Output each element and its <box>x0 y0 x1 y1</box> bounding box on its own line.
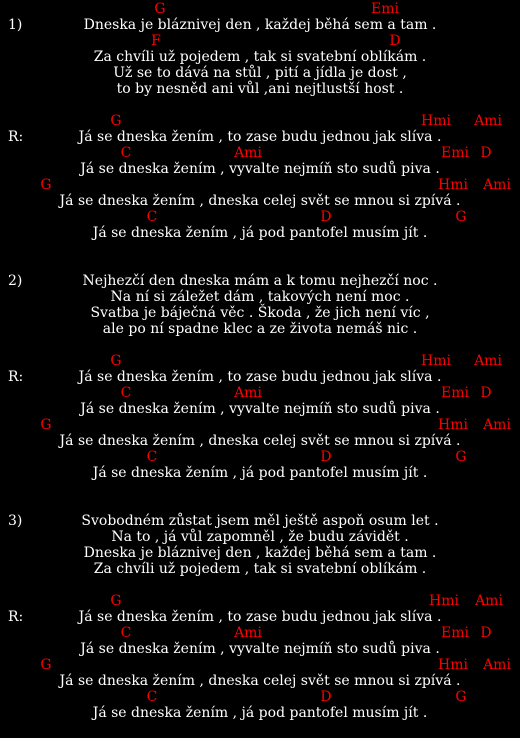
lyric-line <box>0 401 520 417</box>
chord-line <box>0 593 520 609</box>
blank-line <box>0 577 520 593</box>
chord: Ami <box>234 625 262 641</box>
lyric-line <box>0 641 520 657</box>
lyric-line <box>0 81 520 97</box>
chord: D <box>480 145 492 161</box>
lyric-line <box>0 433 520 449</box>
chord: D <box>480 625 492 641</box>
lyric-text: Já se dneska žením , dneska celej svět se mnou si zpívá . <box>59 673 461 689</box>
lyric-line <box>0 673 520 689</box>
chord: Hmi <box>429 593 459 609</box>
section-marker: 3) <box>8 513 23 529</box>
chord: D <box>320 449 332 465</box>
lyric-line <box>0 193 520 209</box>
lyric-text: Já se dneska žením , já pod pantofel musím jít . <box>92 225 428 241</box>
chord-line <box>0 385 520 401</box>
chord: G <box>40 177 52 193</box>
lyric-text: Já se dneska žením , vyvalte nejmíň sto sudů piva . <box>80 161 440 177</box>
chord: G <box>154 1 166 17</box>
blank-line <box>0 257 520 273</box>
lyric-text: Já se dneska žením , to zase budu jednou jak slíva . <box>78 609 442 625</box>
chord: Ami <box>483 417 511 433</box>
lyric-text: Na to , já vůl zapomněl , že budu závidět . <box>111 529 409 545</box>
chord: D <box>389 33 401 49</box>
lyric-text: Já se dneska žením , vyvalte nejmíň sto sudů piva . <box>80 641 440 657</box>
lyric-line <box>0 609 520 625</box>
chord: G <box>40 417 52 433</box>
lyric-text: Za chvíli už pojedem , tak si svatební oblíkám . <box>93 49 427 65</box>
chord: Ami <box>483 177 511 193</box>
chord-line <box>0 353 520 369</box>
blank-line <box>0 97 520 113</box>
lyric-text: Na ní si záležet dám , takových není moc . <box>110 289 410 305</box>
chord: Ami <box>483 657 511 673</box>
chord: Ami <box>474 113 502 129</box>
chord-line <box>0 689 520 705</box>
blank-line <box>0 497 520 513</box>
chord-line <box>0 145 520 161</box>
chord-line <box>0 33 520 49</box>
lyric-text: Dneska je bláznivej den , každej běhá sem a tam . <box>83 17 437 33</box>
lyric-text: Dneska je bláznivej den , každej běhá sem a tam . <box>83 545 437 561</box>
lyric-text: Už se to dává na stůl , pití a jídla je dost , <box>113 65 407 81</box>
chord: G <box>110 593 122 609</box>
chord: Hmi <box>421 113 451 129</box>
section-marker: R: <box>8 129 24 145</box>
lyric-text: Já se dneska žením , to zase budu jednou jak slíva . <box>78 129 442 145</box>
chord: Hmi <box>438 177 468 193</box>
lyric-text: Nejhezčí den dneska mám a k tomu nejhezčí noc . <box>82 273 438 289</box>
chord: Hmi <box>438 417 468 433</box>
chord: G <box>455 689 467 705</box>
section-marker: 2) <box>8 273 23 289</box>
lyric-text: Já se dneska žením , dneska celej svět se mnou si zpívá . <box>59 193 461 209</box>
chord-line <box>0 113 520 129</box>
chord: C <box>146 449 158 465</box>
lyric-line <box>0 513 520 529</box>
blank-line <box>0 481 520 497</box>
chord-line <box>0 449 520 465</box>
lyric-line <box>0 321 520 337</box>
lyric-line <box>0 561 520 577</box>
chord-line <box>0 177 520 193</box>
lyric-text: Já se dneska žením , to zase budu jednou jak slíva . <box>78 369 442 385</box>
lyric-text: Svobodném zůstat jsem měl ještě aspoň osum let . <box>81 513 439 529</box>
lyric-text: Já se dneska žením , já pod pantofel musím jít . <box>92 705 428 721</box>
lyric-line <box>0 49 520 65</box>
chord: Emi <box>371 1 399 17</box>
chord-line <box>0 657 520 673</box>
chord: G <box>40 657 52 673</box>
lyric-text: ale po ní spadne klec a ze života nemáš nic . <box>102 321 418 337</box>
chord: Ami <box>474 353 502 369</box>
lyric-line <box>0 705 520 721</box>
section-marker: R: <box>8 609 24 625</box>
chord: Hmi <box>438 657 468 673</box>
chord: D <box>320 689 332 705</box>
chord: Emi <box>441 385 469 401</box>
chord-line <box>0 209 520 225</box>
lyric-line <box>0 369 520 385</box>
lyric-line <box>0 129 520 145</box>
blank-line <box>0 337 520 353</box>
lyric-line <box>0 273 520 289</box>
lyric-text: Já se dneska žením , já pod pantofel musím jít . <box>92 465 428 481</box>
chord: Ami <box>234 385 262 401</box>
chord: Ami <box>234 145 262 161</box>
lyric-line <box>0 225 520 241</box>
chord: Ami <box>475 593 503 609</box>
chord-line <box>0 1 520 17</box>
chord: Hmi <box>421 353 451 369</box>
chord: D <box>320 209 332 225</box>
lyric-line <box>0 305 520 321</box>
chord: Emi <box>441 145 469 161</box>
chord-line <box>0 625 520 641</box>
lyric-line <box>0 17 520 33</box>
lyric-line <box>0 65 520 81</box>
chord: Emi <box>441 625 469 641</box>
section-marker: 1) <box>8 17 23 33</box>
chord: F <box>151 33 161 49</box>
lyric-line <box>0 465 520 481</box>
chord: C <box>146 689 158 705</box>
lyric-line <box>0 161 520 177</box>
chord: G <box>455 209 467 225</box>
lyric-line <box>0 289 520 305</box>
chord: C <box>146 209 158 225</box>
chord: C <box>120 625 132 641</box>
chord: G <box>110 353 122 369</box>
chord: G <box>455 449 467 465</box>
blank-line <box>0 241 520 257</box>
lyric-line <box>0 545 520 561</box>
chord: C <box>120 145 132 161</box>
chord: C <box>120 385 132 401</box>
lyric-line <box>0 529 520 545</box>
lyric-text: to by nesněd ani vůl ,ani nejtlustší host . <box>116 81 404 97</box>
chord: D <box>480 385 492 401</box>
lyric-text: Svatba je báječná věc . Škoda , že jich není víc , <box>90 305 430 321</box>
chord: G <box>110 113 122 129</box>
lyric-text: Já se dneska žením , vyvalte nejmíň sto sudů piva . <box>80 401 440 417</box>
chord-line <box>0 417 520 433</box>
section-marker: R: <box>8 369 24 385</box>
lyric-text: Za chvíli už pojedem , tak si svatební oblíkám . <box>93 561 427 577</box>
lyric-text: Já se dneska žením , dneska celej svět se mnou si zpívá . <box>59 433 461 449</box>
